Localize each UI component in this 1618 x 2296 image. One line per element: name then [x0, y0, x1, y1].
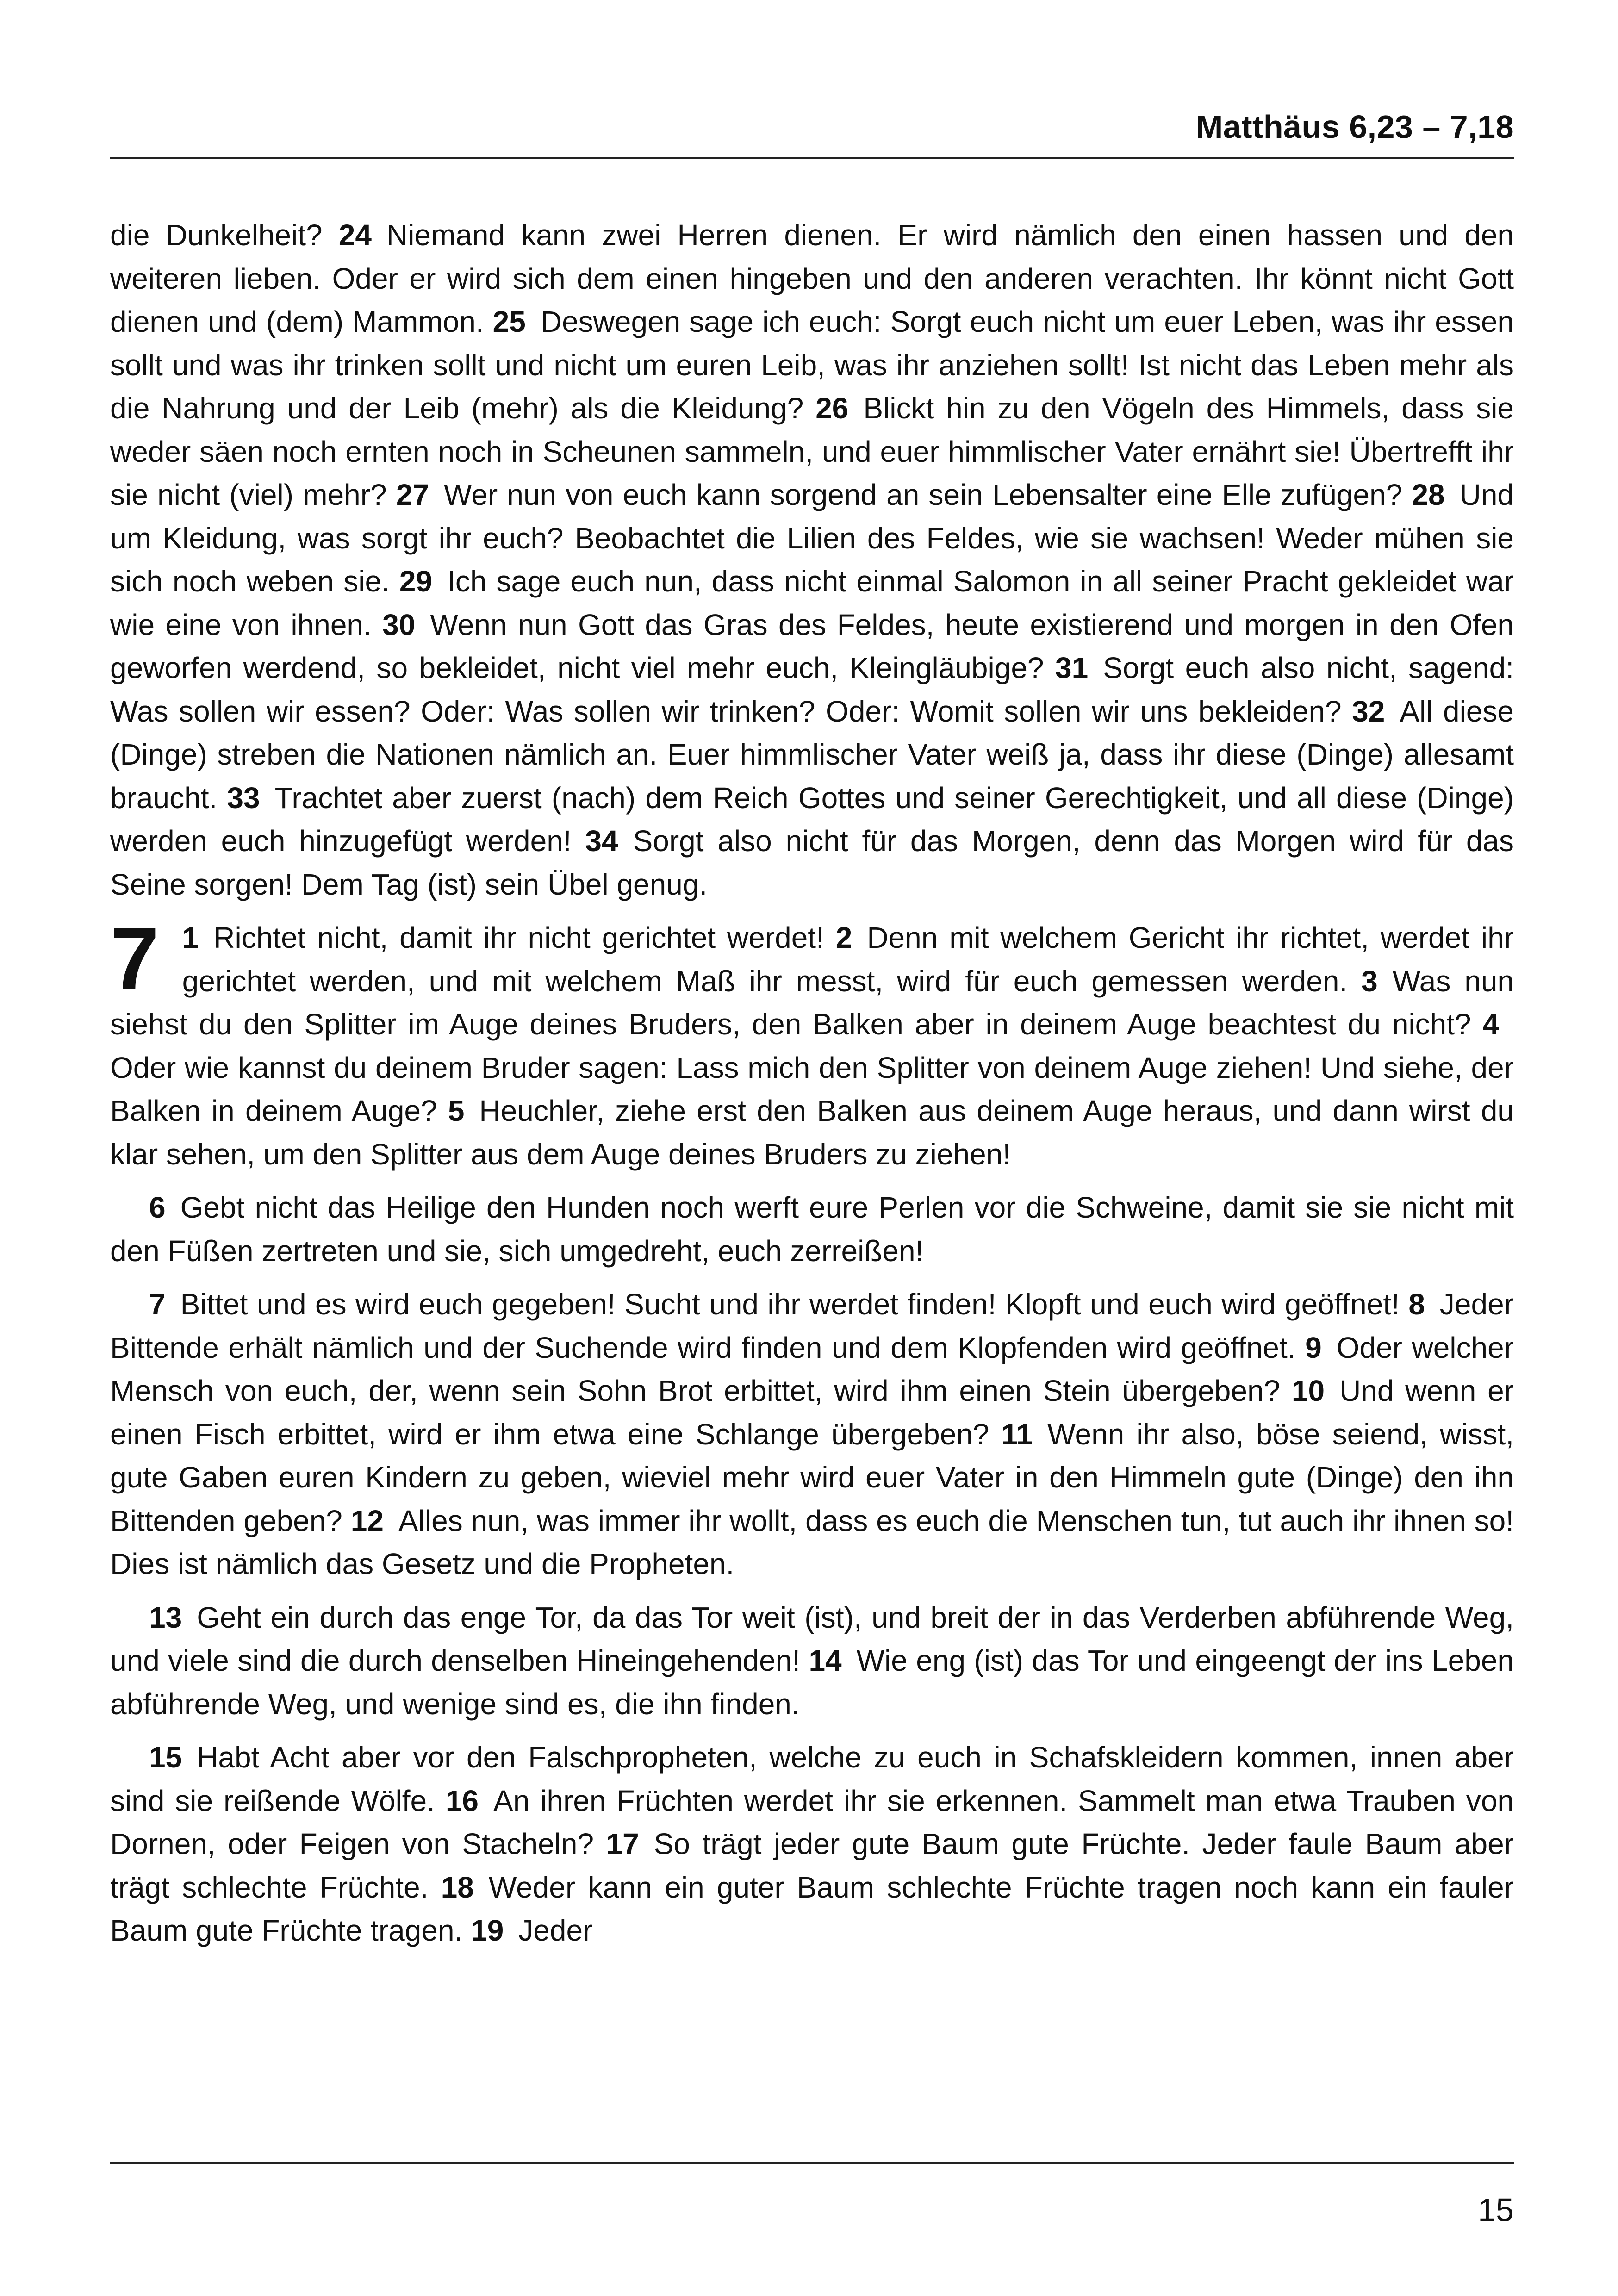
verse-number: 29: [399, 565, 433, 598]
verse-text: Gebt nicht das Heilige den Hunden noch werft eure Perlen vor die Schweine, damit sie sie nicht mit den Füßen zertreten und sie, sich umgedreht, euch zerreißen!: [110, 1191, 1514, 1268]
verse-text: Wenn nun Gott das Gras des Feldes, heute existierend und morgen in den Ofen geworfen werdend, so bekleidet, nicht viel mehr euch, Kleingläubige?: [110, 608, 1514, 684]
paragraph: [110, 1596, 1514, 1726]
verse-number: 12: [350, 1504, 384, 1537]
paragraph: [110, 1283, 1514, 1586]
chapter-number: 7: [110, 909, 159, 1008]
verse-number: 11: [1001, 1417, 1033, 1451]
verse-number: 15: [149, 1741, 182, 1774]
running-head: Matthäus 6,23 – 7,18: [1196, 109, 1514, 145]
verse-number: 28: [1412, 478, 1445, 511]
verse-text: Trachtet aber zuerst (nach) dem Reich Gottes und seiner Gerechtigkeit, und all diese (Dinge) werden euch hinzugefügt werden!: [110, 781, 1514, 858]
verse-number: 25: [492, 305, 526, 338]
page-number: 15: [1478, 2192, 1514, 2228]
verse-text: die Dunkelheit?: [110, 218, 339, 252]
verse-text: Ich sage euch nun, dass nicht einmal Salomon in all seiner Pracht gekleidet war wie eine von ihnen.: [110, 565, 1514, 641]
verse-number: 14: [809, 1644, 842, 1677]
paragraph: [110, 1736, 1514, 1953]
verse-number: 31: [1055, 651, 1089, 684]
verse-text: Und um Kleidung, was sorgt ihr euch? Beobachtet die Lilien des Feldes, wie sie wachsen! Weder mühen sie sich noch weben sie.: [110, 478, 1514, 598]
verse-number: 32: [1352, 694, 1385, 728]
verse-number: 13: [149, 1600, 182, 1634]
verse-text: Was nun siehst du den Splitter im Auge deines Bruders, den Balken aber in deinem Auge beachtest du nicht?: [110, 964, 1514, 1041]
verse-text: Sorgt also nicht für das Morgen, denn das Morgen wird für das Seine sorgen! Dem Tag (ist) sein Übel genug.: [110, 824, 1514, 901]
verse-number: 19: [471, 1914, 504, 1947]
verse-text: Geht ein durch das enge Tor, da das Tor weit (ist), und breit der in das Verderben abführende Weg, und viele sind die durch denselben Hineingehenden!: [110, 1600, 1514, 1677]
verse-text: An ihren Früchten werdet ihr sie erkennen. Sammelt man etwa Trauben von Dornen, oder Feigen von Stacheln?: [110, 1784, 1514, 1860]
page-header: [110, 102, 1514, 159]
verse-number: 17: [606, 1827, 639, 1860]
verse-number: 5: [448, 1094, 465, 1127]
verse-number: 2: [835, 921, 853, 954]
verse-number: 3: [1361, 964, 1378, 998]
verse-number: 33: [227, 781, 260, 815]
verse-number: 26: [815, 392, 849, 425]
verse-number: 30: [382, 608, 416, 641]
verse-text: Weder kann ein guter Baum schlechte Früchte tragen noch kann ein fauler Baum gute Früchte tragen.: [110, 1870, 1514, 1947]
verse-text: Deswegen sage ich euch: Sorgt euch nicht um euer Leben, was ihr essen sollt und was ihr trinken sollt und nicht um euren Leib, was ihr anziehen sollt! Ist nicht das Leben mehr als die Nahrung und der Leib (mehr) als die Kleidung?: [110, 305, 1514, 425]
verse-number: 7: [149, 1288, 166, 1321]
verse-number: 24: [338, 218, 372, 252]
verse-text: Oder wie kannst du deinem Bruder sagen: Lass mich den Splitter von deinem Auge ziehen! Und siehe, der Balken in deinem Auge?: [110, 1051, 1514, 1127]
verse-text: Heuchler, ziehe erst den Balken aus deinem Auge heraus, und dann wirst du klar sehen, um den Splitter aus dem Auge deines Bruders zu ziehen!: [110, 1094, 1514, 1171]
verse-number: 16: [445, 1784, 479, 1817]
verse-number: 1: [182, 921, 199, 954]
verse-text: Und wenn er einen Fisch erbittet, wird er ihm etwa eine Schlange übergeben?: [110, 1374, 1514, 1451]
verse-text: Blickt hin zu den Vögeln des Himmels, dass sie weder säen noch ernten noch in Scheunen sammeln, und euer himmlischer Vater ernährt sie! Übertrefft ihr sie nicht (viel) mehr?: [110, 392, 1514, 511]
verse-number: 8: [1408, 1288, 1425, 1321]
verse-text: Wenn ihr also, böse seiend, wisst, gute Gaben euren Kindern zu geben, wieviel mehr wird euer Vater in den Himmeln gute (Dinge) den ihn Bittenden geben?: [110, 1417, 1514, 1537]
verse-number: 27: [396, 478, 429, 511]
verse-number: 4: [1482, 1008, 1499, 1041]
footer-rule: [110, 2162, 1514, 2164]
verse-number: 10: [1291, 1374, 1325, 1407]
verse-text: So trägt jeder gute Baum gute Früchte. Jeder faule Baum aber trägt schlechte Früchte.: [110, 1827, 1514, 1904]
paragraph: [110, 909, 1514, 1176]
verse-number: 34: [585, 824, 618, 858]
body-text: [110, 214, 1514, 1963]
verse-text: Sorgt euch also nicht, sagend: Was sollen wir essen? Oder: Was sollen wir trinken? Oder: Womit sollen wir uns bekleiden?: [110, 651, 1514, 728]
verse-text: Jeder Bittende erhält nämlich und der Suchende wird finden und dem Klopfenden wird geöffnet.: [110, 1288, 1514, 1364]
verse-number: 18: [441, 1870, 474, 1904]
verse-text: Habt Acht aber vor den Falschpropheten, welche zu euch in Schafskleidern kommen, innen aber sind sie reißende Wölfe.: [110, 1741, 1514, 1817]
verse-text: Oder welcher Mensch von euch, der, wenn sein Sohn Brot erbittet, wird ihm einen Stein übergeben?: [110, 1331, 1514, 1407]
verse-number: 6: [149, 1191, 166, 1224]
verse-text: Niemand kann zwei Herren dienen. Er wird nämlich den einen hassen und den weiteren lieben. Oder er wird sich dem einen hingeben und den anderen verachten. Ihr könnt nicht Gott dienen und (dem) Mammon.: [110, 218, 1514, 338]
verse-text: Wie eng (ist) das Tor und eingeengt der ins Leben abführende Weg, und wenige sind es, die ihn finden.: [110, 1644, 1514, 1721]
verse-text: Denn mit welchem Gericht ihr richtet, werdet ihr gerichtet werden, und mit welchem Maß ihr messt, wird für euch gemessen werden.: [182, 921, 1514, 998]
verse-text: Jeder: [518, 1914, 593, 1947]
verse-text: All diese (Dinge) streben die Nationen nämlich an. Euer himmlischer Vater weiß ja, dass ihr diese (Dinge) allesamt braucht.: [110, 694, 1514, 815]
verse-text: Richtet nicht, damit ihr nicht gerichtet werdet!: [213, 921, 836, 954]
verse-number: 9: [1305, 1331, 1322, 1364]
verse-text: Bittet und es wird euch gegeben! Sucht und ihr werdet finden! Klopft und euch wird geöffnet!: [180, 1288, 1409, 1321]
paragraph: [110, 1186, 1514, 1273]
paragraph: [110, 214, 1514, 906]
verse-text: Wer nun von euch kann sorgend an sein Lebensalter eine Elle zufügen?: [444, 478, 1412, 511]
verse-text: Alles nun, was immer ihr wollt, dass es euch die Menschen tun, tut auch ihr ihnen so! Dies ist nämlich das Gesetz und die Propheten.: [110, 1504, 1514, 1580]
